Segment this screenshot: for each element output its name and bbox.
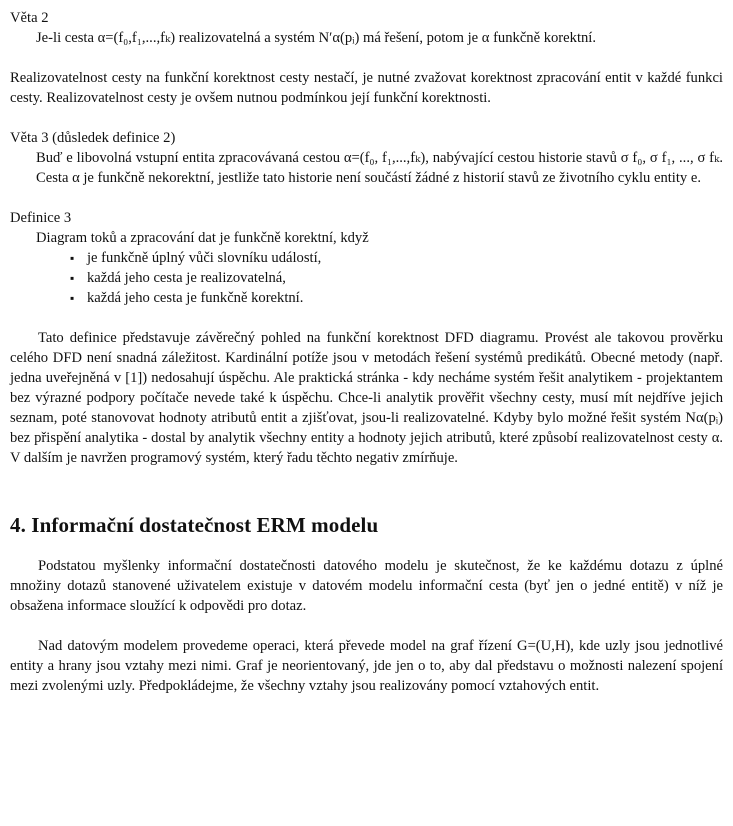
def3-list-item: ▪ každá jeho cesta je funkčně korektní. (70, 288, 723, 308)
veta3-title: Věta 3 (důsledek definice 2) (10, 130, 176, 146)
def3-intro: Diagram toků a zpracování dat je funkčně korektní, když (36, 230, 369, 246)
section-paragraph: Podstatou myšlenky informační dostatečnosti datového modelu je skutečnost, že ke každému dotazu z úplné množiny dotazů stanovené uživatelem existuje v datovém modelu informační cesta (byť jen o jedné entitě) v níž je obsažena informace sloužící k odpovědi pro dotaz. (10, 558, 723, 614)
veta2-title: Věta 2 (10, 10, 49, 26)
def3-list (10, 248, 723, 308)
veta3-statement: Buď e libovolná vstupní entita zpracovávaná cestou α=(f₀, f₁,...,fₖ), nabývající cestou historie stavů σ f₀, σ f₁, ..., σ fₖ. Cesta α je funkčně nekorektní, jestliže tato historie není součástí žádné z historií stavů ze životního cyklu entity e. (36, 150, 723, 186)
def3-list-item: ▪ je funkčně úplný vůči slovníku událostí, (70, 248, 723, 268)
veta2-statement: Je-li cesta α=(f₀,f₁,...,fₖ) realizovatelná a systém N′α(pᵢ) má řešení, potom je α funkčně korektní. (36, 30, 596, 46)
def3-list-item: ▪ každá jeho cesta je realizovatelná, (70, 268, 723, 288)
section-heading: 4. Informační dostatečnost ERM modelu (10, 513, 379, 537)
def3-paragraph: Tato definice představuje závěrečný pohled na funkční korektnost DFD diagramu. Provést ale takovou prověrku celého DFD není snadná záležitost. Kardinální potíže jsou v metodách řešení systémů predikátů. Obecné metody (např. jedna uveřejněná v [1]) nedosahují úspěchu. Ale praktická stránka - kdy necháme systém řešit analytikem - projektantem bez výrazné podpory počítače nevede také k úspěchu. Chce-li analytik prověřit všechny cesty, musí mít nejdříve jejich seznam, poté stanovovat hodnoty atributů entit a zjišťovat, jsou-li realizovatelné. Kdyby bylo možné řešit systém Nα(pᵢ) bez přispění analytika - dostal by analytik všechny entity a hodnoty jejich atributů, které způsobí realizovatelnost cesty α. V dalším je navržen programový systém, který řadu těchto negativ zmírňuje. (10, 330, 723, 466)
section-paragraph: Nad datovým modelem provedeme operaci, která převede model na graf řízení G=(U,H), kde uzly jsou jednotlivé entity a hrany jsou vztahy mezi nimi. Graf je neorientovaný, jde jen o to, aby dal představu o možnosti nalezení spojení mezi zvolenými uzly. Předpokládejme, že všechny vztahy jsou realizovány pomocí vztahových entit. (10, 638, 723, 694)
def3-title: Definice 3 (10, 210, 72, 226)
veta2-paragraph: Realizovatelnost cesty na funkční korektnost cesty nestačí, je nutné zvažovat korektnost zpracování entit v každé funkci cesty. Realizovatelnost cesty je ovšem nutnou podmínkou její funkční korektnosti. (10, 70, 723, 106)
